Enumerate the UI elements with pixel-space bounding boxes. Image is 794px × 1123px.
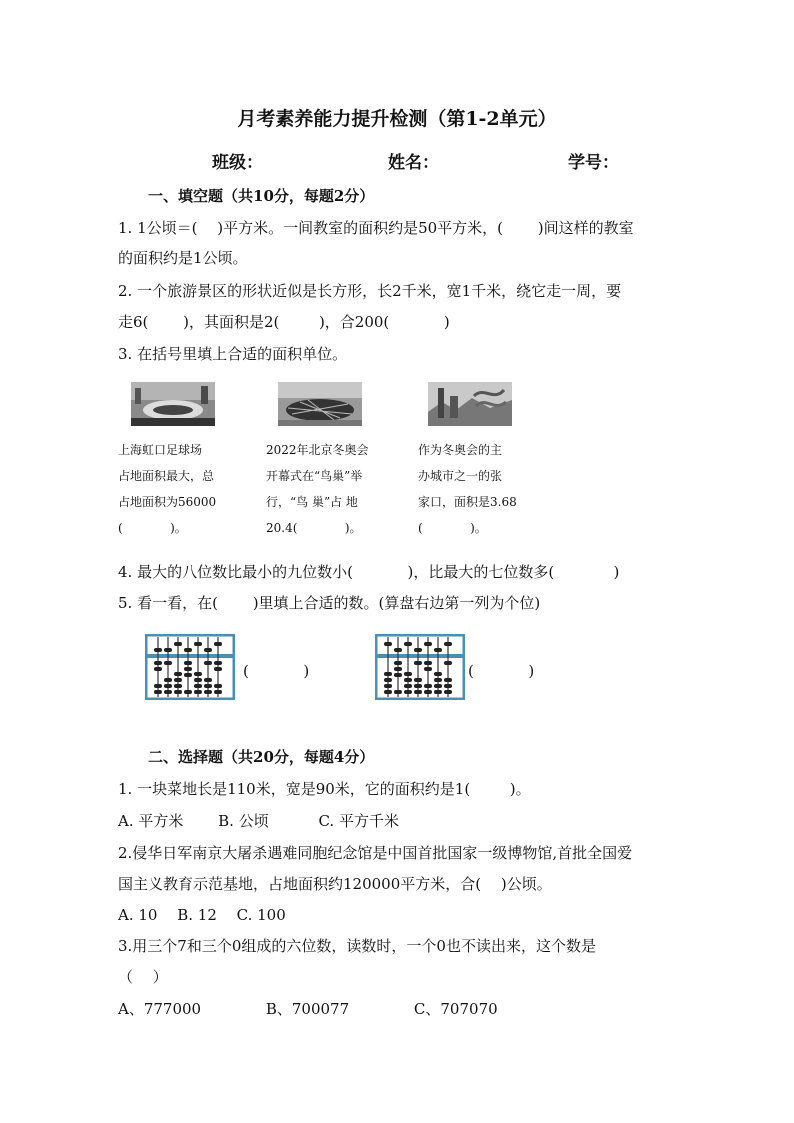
q2-line2: 走6( )，其面积是2( )，合200( ) bbox=[118, 313, 450, 331]
q5-text: 5. 看一看，在( )里填上合适的数。(算盘右边第一列为个位) bbox=[118, 594, 541, 612]
caption-zhangjiakou: 作为冬奥会的主 办城市之一的张 家口，面积是3.68 ( )。 bbox=[418, 443, 517, 535]
zhangjiakou-photo bbox=[428, 382, 512, 426]
s2-q1-options: A. 平方米 B. 公顷 C. 平方千米 bbox=[118, 812, 399, 830]
stadium-photo bbox=[131, 382, 215, 426]
s2-q3-line2: （ ） bbox=[118, 968, 168, 986]
caption-stadium: 上海虹口足球场 占地面积最大，总 占地面积为56000 ( )。 bbox=[118, 443, 217, 535]
abacus-2 bbox=[375, 634, 465, 700]
q2-line1: 2. 一个旅游景区的形状近似是长方形，长2千米，宽1千米，绕它走一周，要 bbox=[118, 282, 622, 300]
class-label: 班级： bbox=[212, 153, 263, 173]
caption-birds-nest: 2022年北京冬奥会 开幕式在“鸟巢”举 行，“鸟 巢”占 地 20.4( )。 bbox=[266, 443, 369, 535]
abacus-1-answer-blank: ( ) bbox=[243, 662, 310, 680]
abacus-2-answer-blank: ( ) bbox=[468, 662, 535, 680]
s2-q3-options: A、777000 B、700077 C、707070 bbox=[118, 1000, 498, 1018]
birds-nest-photo bbox=[278, 382, 362, 426]
s2-q2-line2: 国主义教育示范基地，占地面积约120000平方米，合( )公顷。 bbox=[118, 875, 552, 893]
q4-text: 4. 最大的八位数比最小的九位数小( )，比最大的七位数多( ) bbox=[118, 563, 620, 581]
abacus-1 bbox=[145, 634, 235, 700]
section1-header: 一、填空题（共10分，每题2分） bbox=[148, 187, 375, 205]
student-id-label: 学号： bbox=[568, 153, 619, 173]
s2-q3-line1: 3.用三个7和三个0组成的六位数，读数时，一个0也不读出来，这个数是 bbox=[118, 937, 596, 955]
page-title: 月考素养能力提升检测（第1-2单元） bbox=[237, 108, 557, 130]
s2-q2-line1: 2.侵华日军南京大屠杀遇难同胞纪念馆是中国首批国家一级博物馆,首批全国爱 bbox=[118, 844, 633, 862]
name-label: 姓名： bbox=[388, 153, 439, 173]
s2-q1-text: 1. 一块菜地长是110米，宽是90米，它的面积约是1( )。 bbox=[118, 780, 531, 798]
q3-text: 3. 在括号里填上合适的面积单位。 bbox=[118, 345, 348, 363]
section2-header: 二、选择题（共20分，每题4分） bbox=[148, 748, 375, 766]
q1-line1: 1. 1公顷＝( )平方米。一间教室的面积约是50平方米，( )间这样的教室 bbox=[118, 219, 634, 237]
q1-line2: 的面积约是1公顷。 bbox=[118, 249, 248, 267]
s2-q2-options: A. 10 B. 12 C. 100 bbox=[118, 906, 286, 924]
